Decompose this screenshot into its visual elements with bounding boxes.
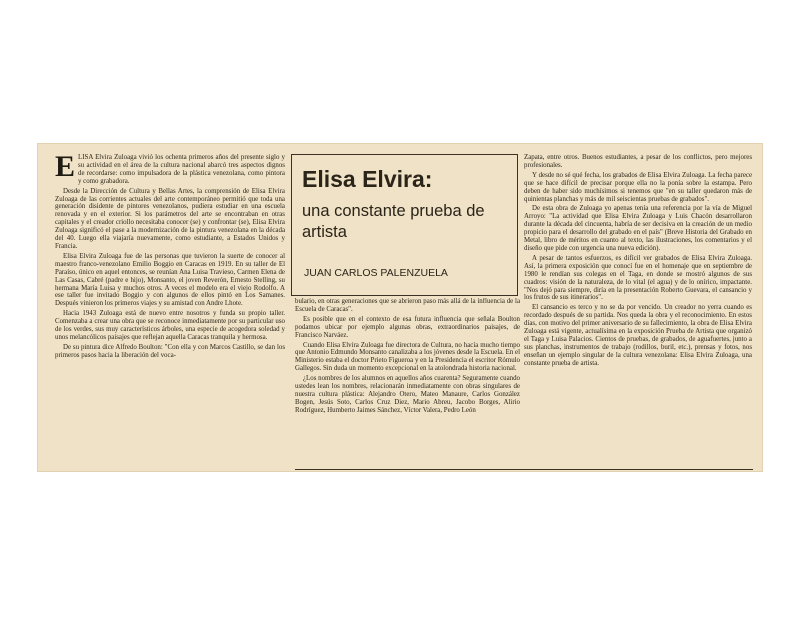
- column-rule: [295, 469, 753, 470]
- drop-cap: E: [55, 154, 76, 183]
- paragraph: bulario, en otras generaciones que se abrieron paso más allá de la influencia de la Escuela de Caracas".: [295, 298, 520, 313]
- paragraph: Cuando Elisa Elvira Zuloaga fue directora de Cultura, no hacía mucho tiempo que Antonio Edmundo Monsanto canalizaba a los jóvenes desde la Escuela. En el Ministerio estaba el doctor Prieto Figueroa y en la Presidencia el escritor Rómulo Gallegos. Sin duda un momento excepcional en la atolondrada historia nacional.: [295, 341, 520, 373]
- paragraph: De esta obra de Zuloaga yo apenas tenía una referencia por la vía de Miguel Arroyo: "La actividad que Elisa Elvira Zuloaga y Luis Chacón desarrollaron durante la década del cincuenta, habría de ser decisiva en la creación de un medio propicio para el desarrollo del grabado en el país" (Breve Historia del Grabado en Metal, libro de méritos en cuanto al texto, las ilustraciones, los comentarios y el diseño que pide con urgencia una nueva edición).: [524, 205, 752, 252]
- paragraph: A pesar de tantos esfuerzos, es difícil ver grabados de Elisa Elvira Zuloaga. Así, la primera exposición que conocí fue en el homenaje que en septiembre de 1980 le rendían sus colegas en el Taga, en donde se mostró algunos de sus cuadros: visión de la naturaleza, de lo vital (el agua) y de lo onírico, impactante. "Nos dejó para siempre, diría en la presentación Roberto Guevara, el cansancio y los frutos de sus itinerarios".: [524, 254, 752, 302]
- newspaper-clipping: [37, 143, 763, 472]
- paragraph: Y desde no sé qué fecha, los grabados de Elisa Elvira Zuloaga. La fecha parece que se hace difícil de precisar porque ella no la ponía sobre la estampa. Pero deben de haber sido muchísimos si tenemos que "en su taller quedaron más de quinientas planchas y más de mil seiscientas pruebas de grabados".: [524, 171, 752, 203]
- article-title: Elisa Elvira:: [302, 166, 433, 192]
- paragraph: Zapata, entre otros. Buenos estudiantes, a pesar de los conflictos, pero mejores profesionales.: [524, 154, 752, 169]
- paragraph: Desde la Dirección de Cultura y Bellas Artes, la comprensión de Elisa Elvira Zuloaga de las corrientes actuales del arte contemporáneo permitió que toda una generación disidente de pintores venezolanos, pudiera estudiar en una escuela renovada y en el exterior. Si los parámetros del arte se encontraban en otras capitales y el creador criollo necesitaba conocer (se) y confrontar (se), Elisa Elvira Zuloaga significó el pase a la modernización de la pintura venezolana en la década del 40. Luego ella viajaría nuevamente, como estudiante, a Estados Unidos y Francia.: [55, 187, 285, 250]
- paragraph: De su pintura dice Alfredo Boulton: "Con ella y con Marcos Castillo, se dan los primeros pasos hacia la liberación del voca-: [55, 343, 285, 359]
- paragraph: Elisa Elvira Zuloaga fue de las personas que tuvieron la suerte de conocer al maestro franco-venezolano Emilio Boggio en Caracas en 1919. En su taller de El Paraíso, único en aquel entonces, se reunían Ana Luisa Travieso, Carmen Elena de Las Casas, Cabré (padre e hijo), Monsanto, el joven Reverón, Ernesto Stelling, su hermana María Luisa y muchos otros. A veces el modelo era el viejo Rodolfo. A ese taller fue invitado Boggio y con algunos de ellos pintó en Los Samanes. Después vinieron los primeros viajes y su amistad con Andre Lhote.: [55, 252, 285, 308]
- article-column-1: [55, 154, 285, 470]
- paragraph: Es posible que en el contexto de esa futura influencia que señala Boulton podamos ubicar por ejemplo algunas obras, extraordinarios paisajes, de Francisco Narváez.: [295, 315, 520, 339]
- paragraph: ¿Los nombres de los alumnos en aquellos años cuarenta? Seguramente cuando ustedes lean los nombres, relacionarán inmediatamente con obras singulares de nuestra cultura plástica: Alejandro Otero, Mateo Manaure, Carlos González Bogen, Jesús Soto, Carlos Cruz Diez, Mario Abreu, Jacobo Borges, Alirio Rodríguez, Humberto Jaimes Sánchez, Víctor Valera, Pedro León: [295, 375, 520, 414]
- paragraph: Hacia 1943 Zuloaga está de nuevo entre nosotros y funda su propio taller. Comenzaba a crear una obra que se reconoce inmediatamente por su particular uso de los verdes, sus muy característicos árboles, una especie de acogedora soledad y unos melancólicos paisajes que reflejan aquella Caracas tranquila y hermosa.: [55, 310, 285, 341]
- article-subtitle: una constante prueba de artista: [302, 202, 485, 241]
- paragraph: LISA Elvira Zuloaga vivió los ochenta primeros años del presente siglo y su actividad en el área de la cultura nacional abarcó tres aspectos dignos de recordarse: como impulsadora de la plástica venezolana, como pintora y como grabadora.: [78, 154, 285, 185]
- article-column-3: [524, 154, 752, 470]
- article-column-2: [295, 298, 520, 470]
- headline-box: [291, 154, 518, 296]
- paragraph: El cansancio es terco y no se da por vencido. Un creador no yerra cuando es recordado después de su partida. Nos queda la obra y el reconocimiento. En estos días, con motivo del primer aniversario de su fallecimiento, la obra de Elisa Elvira Zuloaga está vigente, actualísima en la exposición Prueba de Artista que organizó el Taga y Luisa Palacios. Cientos de pruebas, de grabados, de aguafuertes, junto a sus planchas, instrumentos de trabajo (rodillos, buril, etc.), prensas y fotos, nos enseñan un ejemplo singular de la cultura venezolana: Elisa Elvira Zuloaga, una constante prueba de artista.: [524, 304, 752, 367]
- article-author: JUAN CARLOS PALENZUELA: [304, 267, 448, 279]
